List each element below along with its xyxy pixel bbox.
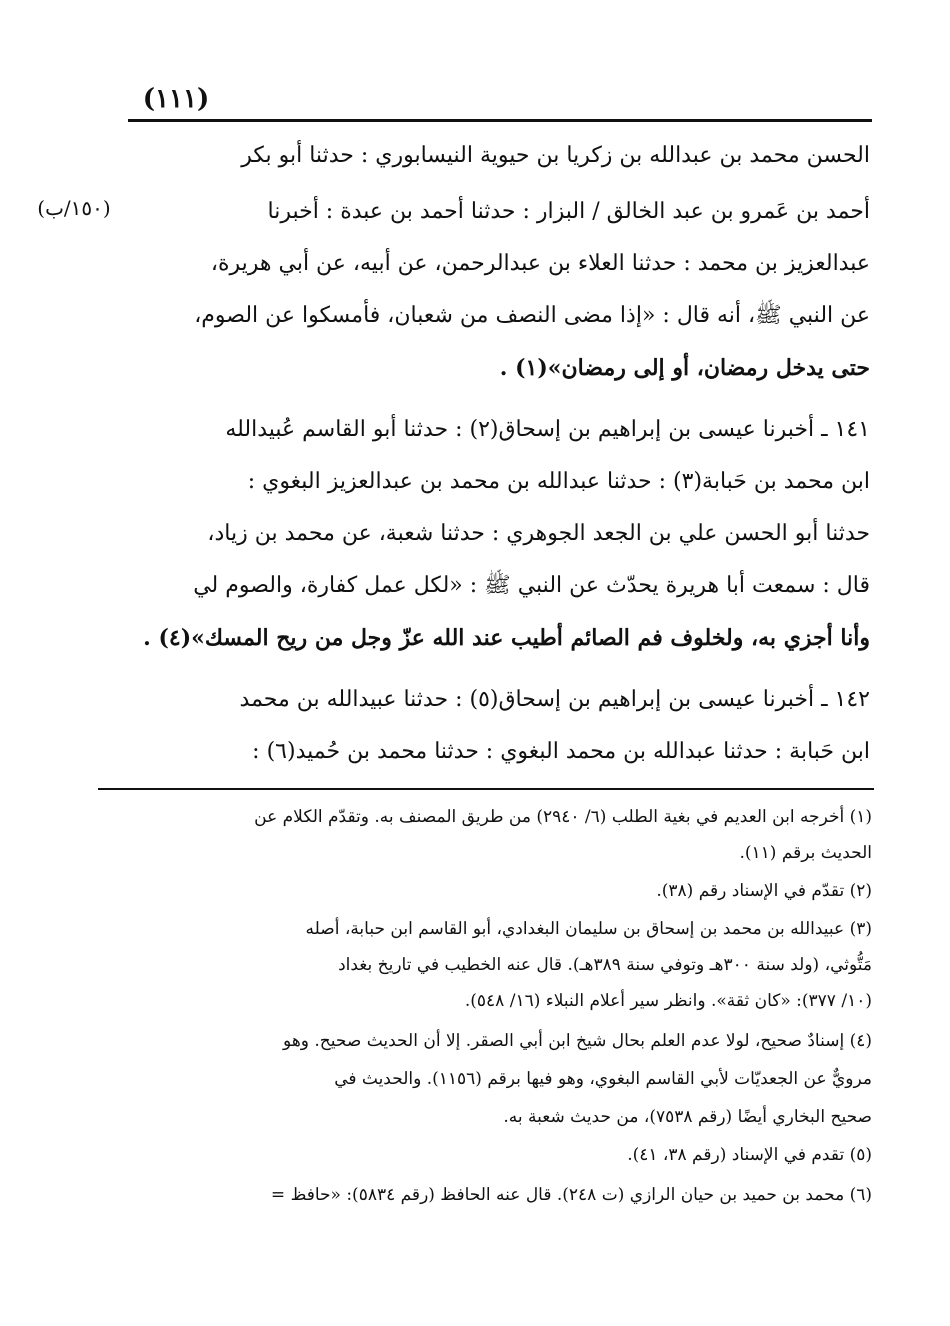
footnote-line: صحيح البخاري أيضًا (رقم ٧٥٣٨)، من حديث شعبة به. [503,1107,872,1127]
footnote-line: (٣) عبيدالله بن محمد بن إسحاق بن سليمان البغدادي، أبو القاسم ابن حبابة، أصله [305,919,872,939]
footnote-line: (٤) إسنادٌ صحيح، لولا عدم العلم بحال شيخ ابن أبي الصقر. إلا أن الحديث صحيح. وهو [283,1031,872,1051]
text-line: حتى يدخل رمضان، أو إلى رمضان»(١) . [499,355,870,381]
footnote-line: الحديث برقم (١١). [739,843,872,863]
text-line: ابن حَبابة : حدثنا عبدالله بن محمد البغوي : حدثنا محمد بن حُميد(٦) : [252,739,870,764]
footnote-line: مَتُّوثي، (ولد سنة ٣٠٠هـ وتوفي سنة ٣٨٩هـ). قال عنه الخطيب في تاريخ بغداد [338,955,872,975]
text-line: حدثنا أبو الحسن علي بن الجعد الجوهري : حدثنا شعبة، عن محمد بن زياد، [207,521,870,546]
footnote-line: (٥) تقدم في الإسناد (رقم ٣٨، ٤١). [627,1145,872,1165]
footnote-line: مرويٌّ عن الجعديّات لأبي القاسم البغوي، وهو فيها برقم (١١٥٦). والحديث في [334,1069,872,1089]
footnote-line: (٦) محمد بن حميد بن حيان الرازي (ت ٢٤٨). قال عنه الحافظ (رقم ٥٨٣٤): «حافظ = [270,1185,872,1205]
text-line: عن النبي ﷺ، أنه قال : «إذا مضى النصف من شعبان، فأمسكوا عن الصوم، [194,303,870,328]
text-line: قال : سمعت أبا هريرة يحدّث عن النبي ﷺ : «لكل عمل كفارة، والصوم لي [193,573,870,598]
text-line: الحسن محمد بن عبدالله بن زكريا بن حيوية النيسابوري : حدثنا أبو بكر [241,143,870,168]
text-line: ابن محمد بن حَبابة(٣) : حدثنا عبدالله بن محمد بن عبدالعزيز البغوي : [247,469,870,494]
page-number: (١١١) [142,84,210,114]
footnote-line: (١٠/ ٣٧٧): «كان ثقة». وانظر سير أعلام النبلاء (١٦/ ٥٤٨). [464,991,872,1011]
margin-reference: (١٥٠/ب) [37,196,111,220]
hadith-141-line: ١٤١ ـ أخبرنا عيسى بن إبراهيم بن إسحاق(٢) : حدثنا أبو القاسم عُبيدالله [225,417,870,442]
text-line: عبدالعزيز بن محمد : حدثنا العلاء بن عبدالرحمن، عن أبيه، عن أبي هريرة، [210,251,870,276]
footnote-line: (١) أخرجه ابن العديم في بغية الطلب (٦/ ٢٩٤٠) من طريق المصنف به. وتقدّم الكلام عن [254,807,872,827]
text-line: وأنا أجزي به، ولخلوف فم الصائم أطيب عند الله عزّ وجل من ريح المسك»(٤) . [143,625,870,651]
text-line: أحمد بن عَمرو بن عبد الخالق / البزار : حدثنا أحمد بن عبدة : أخبرنا [267,199,870,224]
hadith-142-line: ١٤٢ ـ أخبرنا عيسى بن إبراهيم بن إسحاق(٥) : حدثنا عبيدالله بن محمد [239,687,870,712]
footnote-line: (٢) تقدّم في الإسناد رقم (٣٨). [656,881,872,901]
